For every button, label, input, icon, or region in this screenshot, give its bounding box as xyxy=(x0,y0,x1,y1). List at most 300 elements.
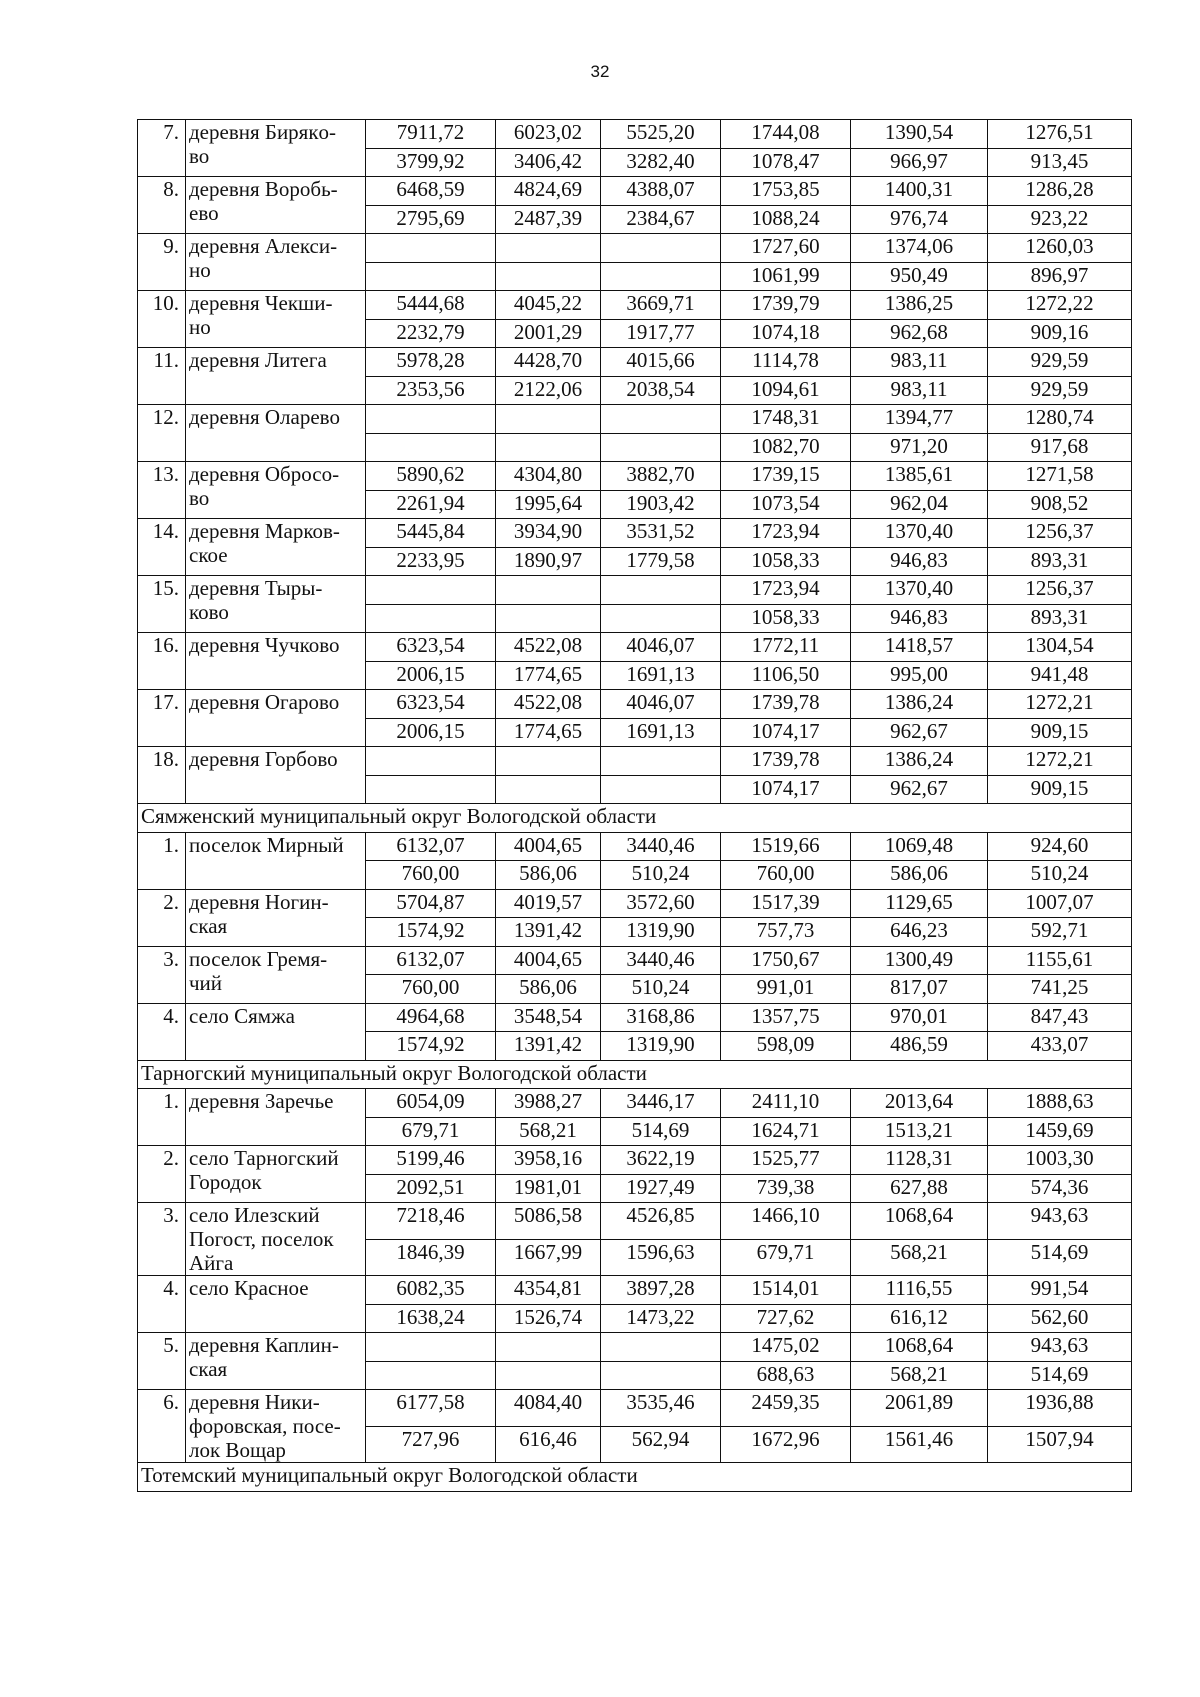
settlement-name: деревня Ники- форовская, посе- лок Вощар xyxy=(186,1390,366,1463)
settlement-name: деревня Горбово xyxy=(186,747,366,804)
row-index: 12. xyxy=(138,405,186,462)
value-cell: 1319,90 xyxy=(601,1032,721,1061)
value-cell xyxy=(496,775,601,804)
value-cell: 917,68 xyxy=(988,433,1132,462)
value-cell: 586,06 xyxy=(851,861,988,890)
value-cell: 510,24 xyxy=(601,975,721,1004)
value-cell: 1385,61 xyxy=(851,462,988,491)
value-cell: 5525,20 xyxy=(601,120,721,149)
value-cell: 924,60 xyxy=(988,832,1132,861)
value-cell: 1286,28 xyxy=(988,177,1132,206)
value-cell: 4004,65 xyxy=(496,832,601,861)
value-cell: 1561,46 xyxy=(851,1426,988,1463)
value-cell xyxy=(366,1333,496,1362)
table-row xyxy=(138,177,1132,206)
value-cell: 2092,51 xyxy=(366,1174,496,1203)
value-cell: 3572,60 xyxy=(601,889,721,918)
value-cell: 4304,80 xyxy=(496,462,601,491)
value-cell: 4428,70 xyxy=(496,348,601,377)
value-cell: 5890,62 xyxy=(366,462,496,491)
value-cell: 2233,95 xyxy=(366,547,496,576)
value-cell: 1526,74 xyxy=(496,1304,601,1333)
row-index: 8. xyxy=(138,177,186,234)
value-cell: 941,48 xyxy=(988,661,1132,690)
value-cell: 1370,40 xyxy=(851,519,988,548)
value-cell: 1271,58 xyxy=(988,462,1132,491)
table-row xyxy=(138,832,1132,861)
value-cell xyxy=(496,262,601,291)
value-cell: 2459,35 xyxy=(721,1390,851,1427)
value-cell: 1319,90 xyxy=(601,918,721,947)
value-cell: 946,83 xyxy=(851,547,988,576)
value-cell: 2411,10 xyxy=(721,1089,851,1118)
value-cell: 562,94 xyxy=(601,1426,721,1463)
value-cell: 1774,65 xyxy=(496,661,601,690)
value-cell: 727,62 xyxy=(721,1304,851,1333)
value-cell: 3958,16 xyxy=(496,1146,601,1175)
value-cell: 1513,21 xyxy=(851,1117,988,1146)
value-cell: 1667,99 xyxy=(496,1239,601,1276)
table-row xyxy=(138,946,1132,975)
value-cell: 616,12 xyxy=(851,1304,988,1333)
value-cell: 757,73 xyxy=(721,918,851,947)
value-cell: 1466,10 xyxy=(721,1203,851,1240)
value-cell: 943,63 xyxy=(988,1203,1132,1240)
value-cell: 3882,70 xyxy=(601,462,721,491)
settlement-name: деревня Воробь- ево xyxy=(186,177,366,234)
value-cell: 4045,22 xyxy=(496,291,601,320)
value-cell: 586,06 xyxy=(496,861,601,890)
value-cell: 3446,17 xyxy=(601,1089,721,1118)
value-cell: 2232,79 xyxy=(366,319,496,348)
value-cell: 1058,33 xyxy=(721,547,851,576)
value-cell: 3531,52 xyxy=(601,519,721,548)
value-cell: 1772,11 xyxy=(721,633,851,662)
value-cell: 3168,86 xyxy=(601,1003,721,1032)
value-cell xyxy=(601,604,721,633)
value-cell: 2795,69 xyxy=(366,205,496,234)
value-cell: 2061,89 xyxy=(851,1390,988,1427)
row-index: 4. xyxy=(138,1276,186,1333)
value-cell: 909,15 xyxy=(988,775,1132,804)
settlement-name: деревня Оларево xyxy=(186,405,366,462)
value-cell: 1116,55 xyxy=(851,1276,988,1305)
value-cell: 679,71 xyxy=(721,1239,851,1276)
value-cell: 1475,02 xyxy=(721,1333,851,1362)
value-cell: 510,24 xyxy=(988,861,1132,890)
value-cell: 3934,90 xyxy=(496,519,601,548)
value-cell: 5978,28 xyxy=(366,348,496,377)
value-cell: 1300,49 xyxy=(851,946,988,975)
value-cell: 679,71 xyxy=(366,1117,496,1146)
value-cell: 1739,78 xyxy=(721,747,851,776)
value-cell: 4526,85 xyxy=(601,1203,721,1240)
value-cell: 6082,35 xyxy=(366,1276,496,1305)
row-index: 4. xyxy=(138,1003,186,1060)
value-cell xyxy=(496,747,601,776)
value-cell xyxy=(366,234,496,263)
value-cell: 627,88 xyxy=(851,1174,988,1203)
section-header-row xyxy=(138,804,1132,833)
table-row xyxy=(138,462,1132,491)
value-cell: 3988,27 xyxy=(496,1089,601,1118)
value-cell: 962,67 xyxy=(851,718,988,747)
value-cell xyxy=(366,262,496,291)
value-cell: 909,15 xyxy=(988,718,1132,747)
value-cell: 1074,17 xyxy=(721,775,851,804)
value-cell: 1691,13 xyxy=(601,718,721,747)
section-title: Тотемский муниципальный округ Вологодской области xyxy=(138,1463,1132,1492)
value-cell: 2122,06 xyxy=(496,376,601,405)
value-cell: 908,52 xyxy=(988,490,1132,519)
value-cell: 1739,78 xyxy=(721,690,851,719)
table-row xyxy=(138,1333,1132,1362)
value-cell: 1890,97 xyxy=(496,547,601,576)
value-cell: 2038,54 xyxy=(601,376,721,405)
value-cell xyxy=(601,234,721,263)
row-index: 13. xyxy=(138,462,186,519)
value-cell xyxy=(496,1333,601,1362)
row-index: 6. xyxy=(138,1390,186,1463)
value-cell: 1774,65 xyxy=(496,718,601,747)
value-cell xyxy=(496,604,601,633)
value-cell: 5445,84 xyxy=(366,519,496,548)
value-cell: 6323,54 xyxy=(366,633,496,662)
value-cell: 1753,85 xyxy=(721,177,851,206)
value-cell: 983,11 xyxy=(851,348,988,377)
row-index: 15. xyxy=(138,576,186,633)
value-cell: 3440,46 xyxy=(601,946,721,975)
table-row xyxy=(138,291,1132,320)
value-cell: 1727,60 xyxy=(721,234,851,263)
table-row xyxy=(138,519,1132,548)
value-cell: 1927,49 xyxy=(601,1174,721,1203)
value-cell: 4964,68 xyxy=(366,1003,496,1032)
value-cell: 1739,15 xyxy=(721,462,851,491)
value-cell: 971,20 xyxy=(851,433,988,462)
section-title: Сямженский муниципальный округ Вологодской области xyxy=(138,804,1132,833)
value-cell: 1357,75 xyxy=(721,1003,851,1032)
value-cell xyxy=(496,433,601,462)
value-cell xyxy=(366,775,496,804)
table-row xyxy=(138,405,1132,434)
value-cell: 7911,72 xyxy=(366,120,496,149)
value-cell xyxy=(366,576,496,605)
value-cell: 2006,15 xyxy=(366,718,496,747)
row-index: 3. xyxy=(138,946,186,1003)
value-cell: 646,23 xyxy=(851,918,988,947)
value-cell: 2261,94 xyxy=(366,490,496,519)
row-index: 18. xyxy=(138,747,186,804)
value-cell: 4046,07 xyxy=(601,633,721,662)
value-cell: 1903,42 xyxy=(601,490,721,519)
value-cell xyxy=(601,1361,721,1390)
value-cell: 1069,48 xyxy=(851,832,988,861)
value-cell: 1473,22 xyxy=(601,1304,721,1333)
table-row xyxy=(138,1146,1132,1175)
value-cell: 7218,46 xyxy=(366,1203,496,1240)
value-cell: 616,46 xyxy=(496,1426,601,1463)
value-cell: 1068,64 xyxy=(851,1203,988,1240)
value-cell: 586,06 xyxy=(496,975,601,1004)
value-cell xyxy=(366,433,496,462)
value-cell: 6023,02 xyxy=(496,120,601,149)
value-cell: 1272,21 xyxy=(988,690,1132,719)
value-cell: 2353,56 xyxy=(366,376,496,405)
value-cell: 962,04 xyxy=(851,490,988,519)
value-cell: 6468,59 xyxy=(366,177,496,206)
value-cell: 1917,77 xyxy=(601,319,721,348)
value-cell: 1370,40 xyxy=(851,576,988,605)
value-cell: 760,00 xyxy=(366,975,496,1004)
settlement-name: деревня Марков- ское xyxy=(186,519,366,576)
value-cell: 1507,94 xyxy=(988,1426,1132,1463)
row-index: 11. xyxy=(138,348,186,405)
value-cell: 943,63 xyxy=(988,1333,1132,1362)
value-cell: 1256,37 xyxy=(988,519,1132,548)
value-cell: 970,01 xyxy=(851,1003,988,1032)
table-row xyxy=(138,576,1132,605)
row-index: 17. xyxy=(138,690,186,747)
row-index: 14. xyxy=(138,519,186,576)
value-cell: 995,00 xyxy=(851,661,988,690)
value-cell: 727,96 xyxy=(366,1426,496,1463)
value-cell: 1129,65 xyxy=(851,889,988,918)
value-cell xyxy=(496,405,601,434)
row-index: 10. xyxy=(138,291,186,348)
page-number: 32 xyxy=(590,62,610,81)
value-cell: 562,60 xyxy=(988,1304,1132,1333)
value-cell xyxy=(601,433,721,462)
settlement-name: деревня Ногин- ская xyxy=(186,889,366,946)
value-cell xyxy=(366,604,496,633)
value-cell: 739,38 xyxy=(721,1174,851,1203)
value-cell xyxy=(601,1333,721,1362)
value-cell: 2384,67 xyxy=(601,205,721,234)
settlement-name: деревня Литега xyxy=(186,348,366,405)
value-cell: 5199,46 xyxy=(366,1146,496,1175)
value-cell: 1082,70 xyxy=(721,433,851,462)
value-cell: 4004,65 xyxy=(496,946,601,975)
value-cell: 4388,07 xyxy=(601,177,721,206)
table-row xyxy=(138,1203,1132,1240)
value-cell: 1672,96 xyxy=(721,1426,851,1463)
table-row xyxy=(138,1003,1132,1032)
value-cell: 1058,33 xyxy=(721,604,851,633)
settlement-name: деревня Заречье xyxy=(186,1089,366,1146)
value-cell: 893,31 xyxy=(988,604,1132,633)
settlement-name: деревня Алекси- но xyxy=(186,234,366,291)
value-cell: 1391,42 xyxy=(496,1032,601,1061)
value-cell: 1519,66 xyxy=(721,832,851,861)
value-cell: 1514,01 xyxy=(721,1276,851,1305)
value-cell: 1106,50 xyxy=(721,661,851,690)
table-row xyxy=(138,120,1132,149)
value-cell xyxy=(366,1361,496,1390)
value-cell: 3799,92 xyxy=(366,148,496,177)
value-cell: 1888,63 xyxy=(988,1089,1132,1118)
value-cell: 1068,64 xyxy=(851,1333,988,1362)
value-cell: 1155,61 xyxy=(988,946,1132,975)
value-cell: 1386,24 xyxy=(851,747,988,776)
value-cell: 3406,42 xyxy=(496,148,601,177)
section-header-row xyxy=(138,1060,1132,1089)
settlement-name: деревня Каплин- ская xyxy=(186,1333,366,1390)
value-cell: 6054,09 xyxy=(366,1089,496,1118)
value-cell xyxy=(601,262,721,291)
value-cell: 514,69 xyxy=(988,1361,1132,1390)
value-cell: 950,49 xyxy=(851,262,988,291)
value-cell: 1691,13 xyxy=(601,661,721,690)
settlement-name: поселок Мирный xyxy=(186,832,366,889)
value-cell: 929,59 xyxy=(988,376,1132,405)
value-cell: 976,74 xyxy=(851,205,988,234)
value-cell: 568,21 xyxy=(496,1117,601,1146)
table-row xyxy=(138,690,1132,719)
row-index: 16. xyxy=(138,633,186,690)
value-cell: 1007,07 xyxy=(988,889,1132,918)
table-row xyxy=(138,234,1132,263)
value-cell: 1386,24 xyxy=(851,690,988,719)
table-row xyxy=(138,889,1132,918)
table-row xyxy=(138,633,1132,662)
value-cell: 1739,79 xyxy=(721,291,851,320)
value-cell: 1094,61 xyxy=(721,376,851,405)
value-cell: 1272,22 xyxy=(988,291,1132,320)
value-cell: 6132,07 xyxy=(366,946,496,975)
value-cell: 1596,63 xyxy=(601,1239,721,1276)
value-cell: 4824,69 xyxy=(496,177,601,206)
value-cell: 893,31 xyxy=(988,547,1132,576)
settlement-name: деревня Чекши- но xyxy=(186,291,366,348)
value-cell: 598,09 xyxy=(721,1032,851,1061)
table-row xyxy=(138,1089,1132,1118)
value-cell: 1391,42 xyxy=(496,918,601,947)
value-cell: 510,24 xyxy=(601,861,721,890)
value-cell: 1280,74 xyxy=(988,405,1132,434)
value-cell: 5444,68 xyxy=(366,291,496,320)
value-cell: 3440,46 xyxy=(601,832,721,861)
value-cell: 983,11 xyxy=(851,376,988,405)
value-cell: 1723,94 xyxy=(721,519,851,548)
value-cell: 1073,54 xyxy=(721,490,851,519)
value-cell: 1256,37 xyxy=(988,576,1132,605)
settlement-name: деревня Чучково xyxy=(186,633,366,690)
value-cell: 1574,92 xyxy=(366,1032,496,1061)
value-cell: 1525,77 xyxy=(721,1146,851,1175)
table-row xyxy=(138,348,1132,377)
value-cell: 592,71 xyxy=(988,918,1132,947)
value-cell: 913,45 xyxy=(988,148,1132,177)
value-cell xyxy=(601,405,721,434)
value-cell: 1394,77 xyxy=(851,405,988,434)
value-cell: 3535,46 xyxy=(601,1390,721,1427)
value-cell: 6132,07 xyxy=(366,832,496,861)
value-cell: 6323,54 xyxy=(366,690,496,719)
value-cell xyxy=(496,234,601,263)
value-cell: 5704,87 xyxy=(366,889,496,918)
value-cell: 962,68 xyxy=(851,319,988,348)
value-cell: 1459,69 xyxy=(988,1117,1132,1146)
value-cell: 1374,06 xyxy=(851,234,988,263)
value-cell: 817,07 xyxy=(851,975,988,1004)
settlement-name: поселок Гремя- чий xyxy=(186,946,366,1003)
value-cell xyxy=(366,747,496,776)
value-cell: 2487,39 xyxy=(496,205,601,234)
value-cell: 6177,58 xyxy=(366,1390,496,1427)
value-cell: 1074,18 xyxy=(721,319,851,348)
settlement-name: село Тарногский Городок xyxy=(186,1146,366,1203)
value-cell: 1995,64 xyxy=(496,490,601,519)
value-cell: 2001,29 xyxy=(496,319,601,348)
row-index: 5. xyxy=(138,1333,186,1390)
row-index: 1. xyxy=(138,1089,186,1146)
value-cell: 1846,39 xyxy=(366,1239,496,1276)
value-cell: 1260,03 xyxy=(988,234,1132,263)
value-cell: 433,07 xyxy=(988,1032,1132,1061)
value-cell: 1390,54 xyxy=(851,120,988,149)
value-cell: 4019,57 xyxy=(496,889,601,918)
value-cell: 991,54 xyxy=(988,1276,1132,1305)
value-cell: 929,59 xyxy=(988,348,1132,377)
value-cell: 4084,40 xyxy=(496,1390,601,1427)
value-cell: 923,22 xyxy=(988,205,1132,234)
value-cell: 568,21 xyxy=(851,1361,988,1390)
value-cell: 3548,54 xyxy=(496,1003,601,1032)
table-row xyxy=(138,1390,1132,1427)
value-cell: 514,69 xyxy=(601,1117,721,1146)
value-cell: 3897,28 xyxy=(601,1276,721,1305)
value-cell: 3669,71 xyxy=(601,291,721,320)
value-cell xyxy=(496,1361,601,1390)
value-cell: 741,25 xyxy=(988,975,1132,1004)
value-cell: 4522,08 xyxy=(496,633,601,662)
row-index: 1. xyxy=(138,832,186,889)
table-body xyxy=(138,120,1132,1492)
value-cell: 4046,07 xyxy=(601,690,721,719)
table-row xyxy=(138,747,1132,776)
settlement-name: село Сямжа xyxy=(186,1003,366,1060)
value-cell: 688,63 xyxy=(721,1361,851,1390)
row-index: 2. xyxy=(138,889,186,946)
value-cell: 1074,17 xyxy=(721,718,851,747)
value-cell: 1272,21 xyxy=(988,747,1132,776)
value-cell: 962,67 xyxy=(851,775,988,804)
value-cell: 1003,30 xyxy=(988,1146,1132,1175)
row-index: 7. xyxy=(138,120,186,177)
value-cell: 1276,51 xyxy=(988,120,1132,149)
value-cell: 1748,31 xyxy=(721,405,851,434)
value-cell: 568,21 xyxy=(851,1239,988,1276)
value-cell xyxy=(496,576,601,605)
row-index: 3. xyxy=(138,1203,186,1276)
value-cell: 1750,67 xyxy=(721,946,851,975)
value-cell: 3622,19 xyxy=(601,1146,721,1175)
value-cell: 3282,40 xyxy=(601,148,721,177)
section-header-row xyxy=(138,1463,1132,1492)
settlement-name: село Илезский Погост, поселок Айга xyxy=(186,1203,366,1276)
value-cell: 4522,08 xyxy=(496,690,601,719)
value-cell: 1638,24 xyxy=(366,1304,496,1333)
value-cell: 4015,66 xyxy=(601,348,721,377)
value-cell xyxy=(366,405,496,434)
value-cell: 991,01 xyxy=(721,975,851,1004)
settlement-name: деревня Обросо- во xyxy=(186,462,366,519)
value-cell: 1400,31 xyxy=(851,177,988,206)
value-cell: 1723,94 xyxy=(721,576,851,605)
value-cell: 1779,58 xyxy=(601,547,721,576)
value-cell: 1088,24 xyxy=(721,205,851,234)
